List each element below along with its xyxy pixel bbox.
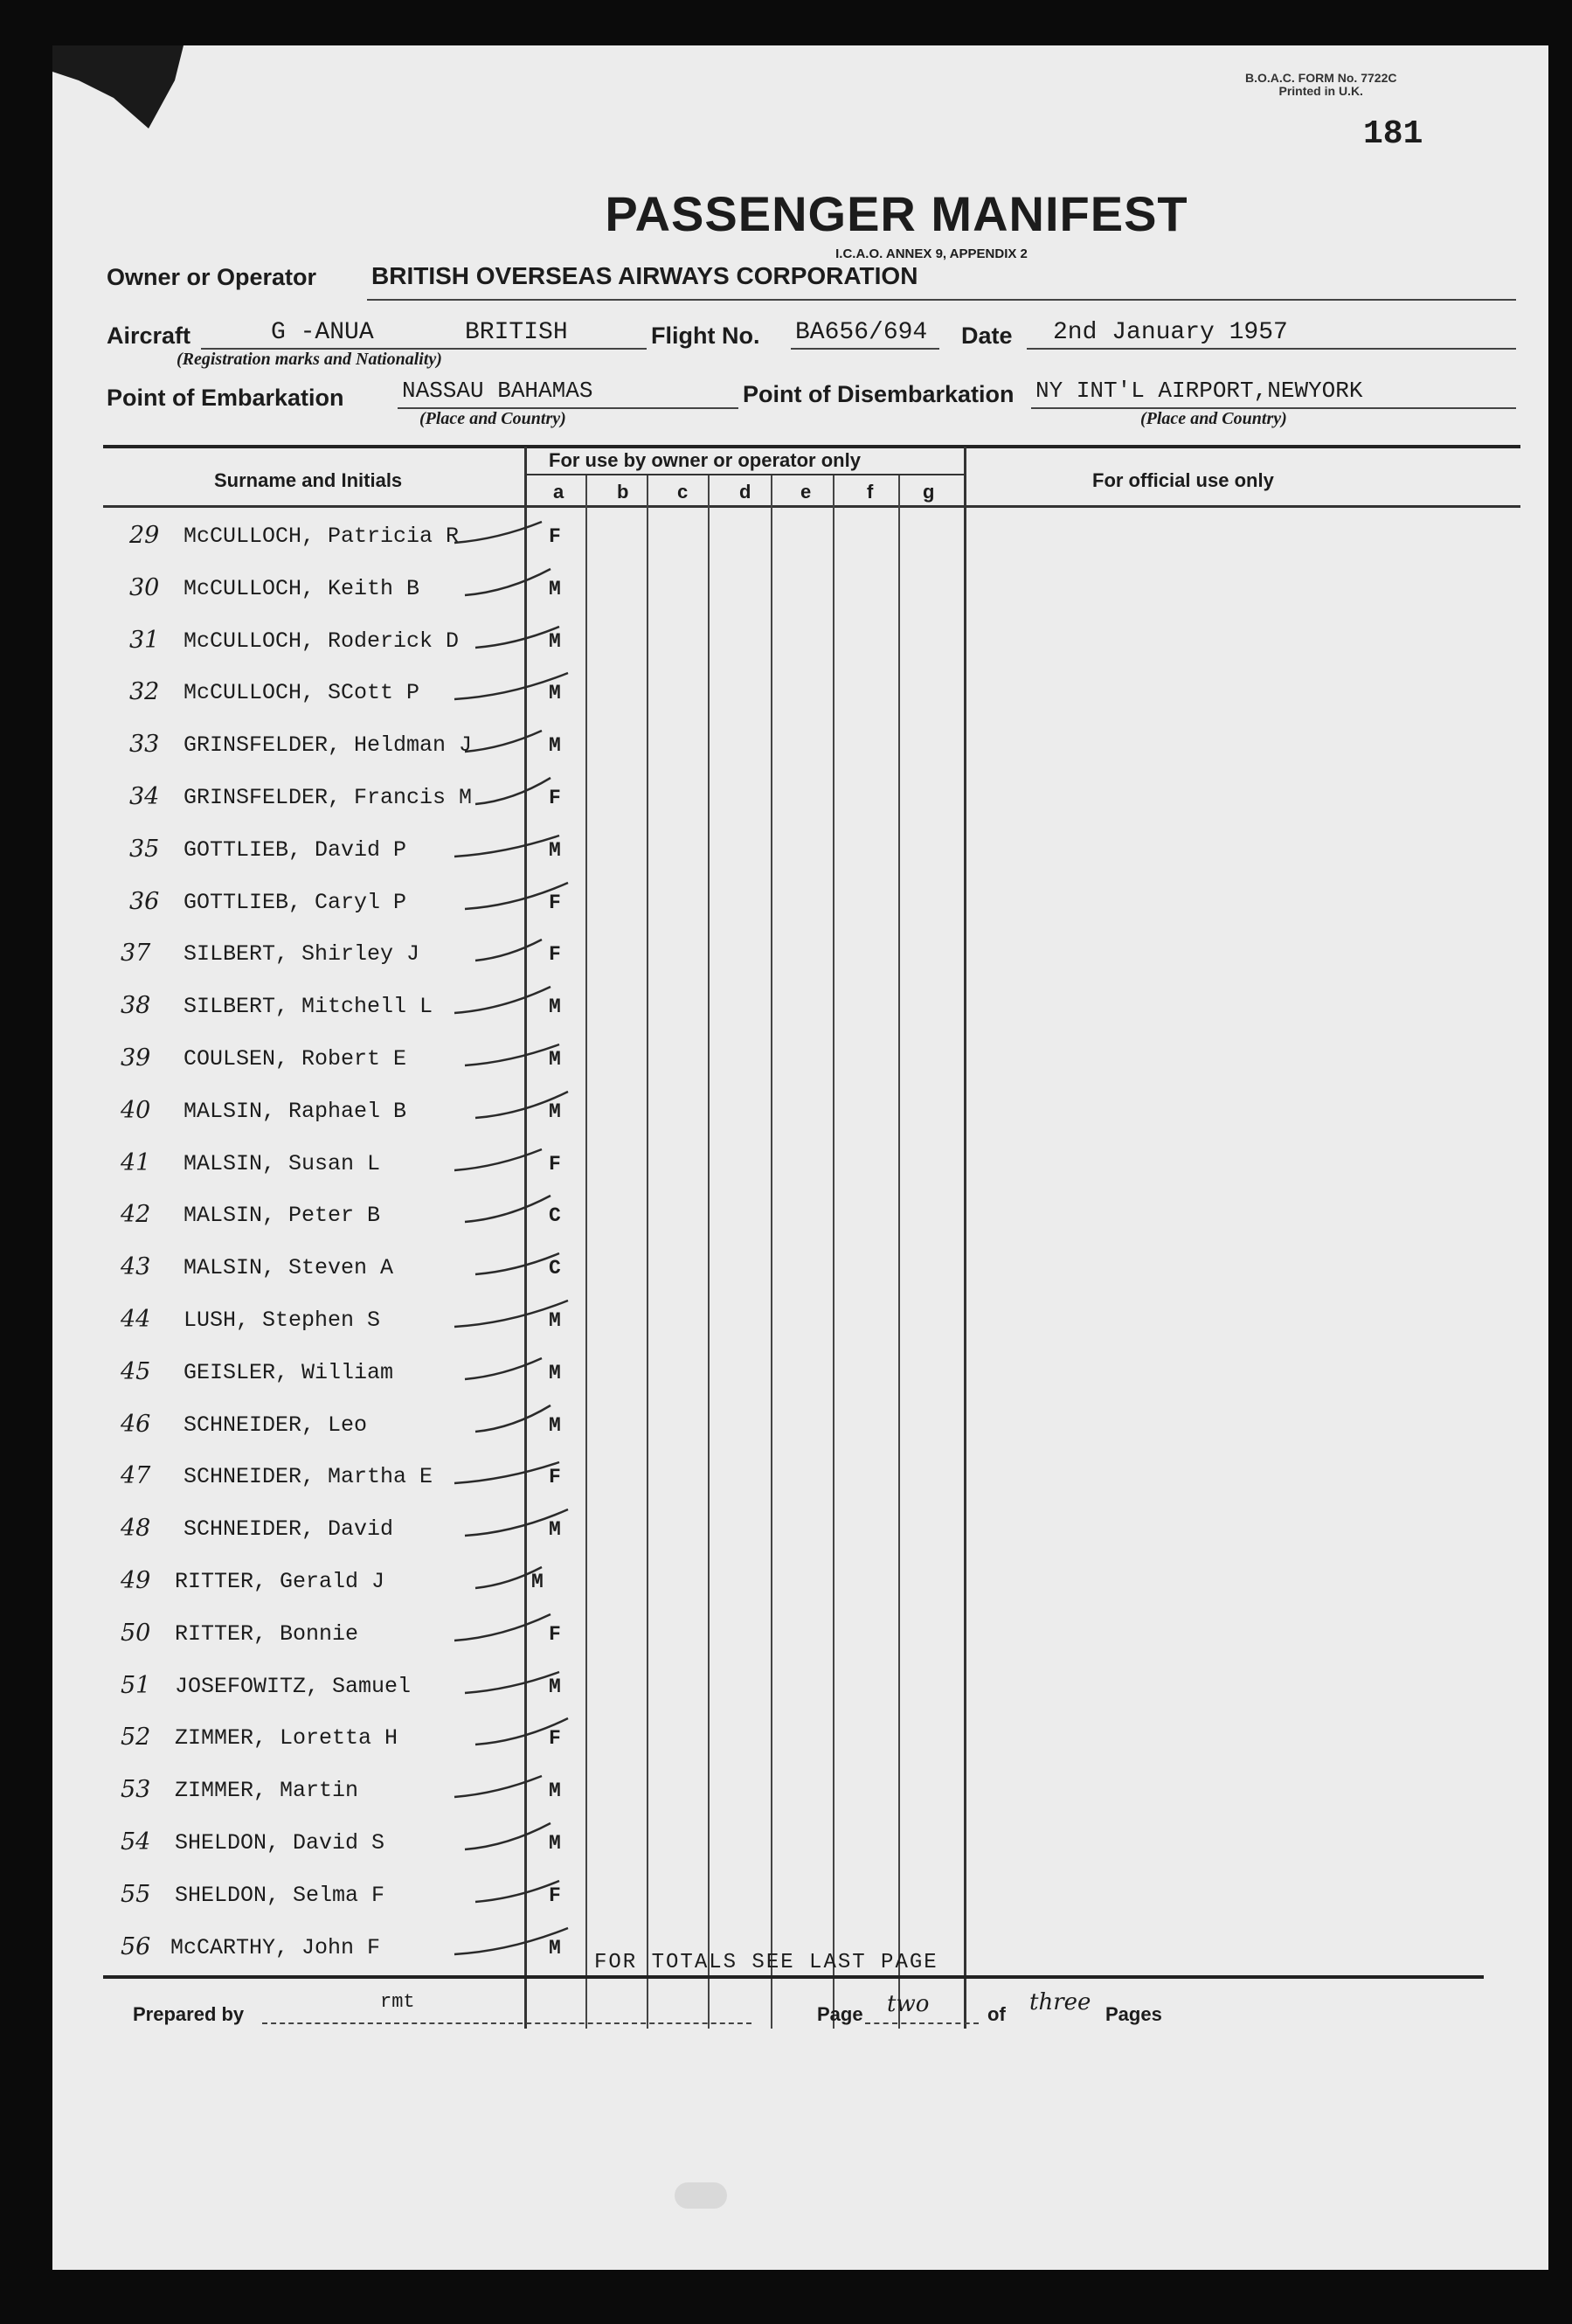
row-number: 40 (121, 1097, 151, 1124)
col-a-code: M (549, 1832, 561, 1855)
pen-tick-mark (465, 569, 551, 595)
passenger-name: McCULLOCH, Patricia R (184, 524, 460, 549)
row-number: 37 (121, 940, 151, 967)
row-number: 44 (121, 1306, 151, 1333)
prepared-by-label: Prepared by (133, 2003, 245, 2025)
disembarkation-note: (Place and Country) (1140, 409, 1287, 428)
passenger-name: McCULLOCH, Roderick D (184, 628, 460, 654)
owner-label: Owner or Operator (107, 264, 317, 290)
col-a-code: M (549, 1048, 561, 1071)
aircraft-label: Aircraft (107, 323, 191, 349)
aircraft-note: (Registration marks and Nationality) (177, 350, 442, 369)
sub-col-a: a (553, 481, 564, 503)
col-a-code: M (549, 630, 561, 653)
col-a-code: M (549, 996, 561, 1018)
pen-tick-mark (454, 1149, 542, 1170)
row-number: 55 (121, 1881, 151, 1908)
sub-col-d: d (739, 481, 751, 503)
row-number: 43 (121, 1253, 151, 1280)
pen-tick-mark (475, 1881, 559, 1902)
passenger-name: MALSIN, Steven A (184, 1255, 394, 1280)
sub-col-g: g (923, 481, 935, 503)
row-number: 52 (121, 1724, 151, 1751)
col-names-header: Surname and Initials (214, 469, 403, 491)
row-number: 29 (129, 522, 160, 549)
row-number: 48 (121, 1515, 151, 1542)
passenger-name: RITTER, Bonnie (175, 1621, 359, 1647)
col-a-code: F (549, 1623, 561, 1646)
col-a-code: C (549, 1204, 561, 1227)
pen-tick-mark (475, 940, 542, 961)
row-number: 39 (121, 1044, 151, 1072)
passenger-name: GEISLER, William (184, 1360, 394, 1385)
totals-note: FOR TOTALS SEE LAST PAGE (594, 1951, 938, 1974)
row-number: 36 (129, 888, 160, 915)
sub-col-b: b (617, 481, 629, 503)
pen-tick-mark (454, 987, 551, 1013)
passenger-name: LUSH, Stephen S (184, 1308, 381, 1333)
sub-col-e: e (800, 481, 812, 503)
tick-marks (52, 45, 1548, 2056)
row-number: 50 (121, 1620, 151, 1647)
col-a-code: M (549, 578, 561, 600)
col-a-code: F (549, 891, 561, 914)
col-a-code: M (549, 1779, 561, 1802)
row-number: 32 (129, 678, 160, 705)
pen-tick-mark (465, 731, 542, 752)
row-number: 34 (129, 783, 160, 810)
sub-col-c: c (677, 481, 689, 503)
pen-tick-mark (475, 778, 551, 804)
col-a-code: M (549, 1518, 561, 1541)
embarkation-note: (Place and Country) (419, 409, 566, 428)
col-a-code: M (549, 1937, 561, 1960)
row-number: 56 (121, 1933, 151, 1960)
sub-col-f: f (867, 481, 874, 503)
pen-tick-mark (454, 522, 542, 543)
row-number: 47 (121, 1462, 151, 1489)
col-a-code: M (531, 1571, 544, 1593)
pen-tick-mark (454, 673, 568, 699)
of-label: of (987, 2003, 1006, 2025)
row-number: 41 (121, 1149, 151, 1176)
passenger-name: McCARTHY, John F (170, 1935, 381, 1960)
disembarkation-value: NY INT'L AIRPORT,NEWYORK (1035, 378, 1363, 404)
col-a-code: F (549, 525, 561, 548)
passenger-name: MALSIN, Susan L (184, 1151, 381, 1176)
table-bottom-rule (103, 1975, 1484, 1979)
passenger-name: MALSIN, Raphael B (184, 1099, 407, 1124)
passenger-name: SCHNEIDER, Leo (184, 1412, 368, 1438)
page-underline (865, 2022, 979, 2024)
page-subtitle: I.C.A.O. ANNEX 9, APPENDIX 2 (835, 246, 1028, 261)
stain (675, 2182, 727, 2209)
pen-tick-mark (465, 883, 568, 909)
pen-tick-mark (454, 1776, 542, 1797)
col-a-code: M (549, 682, 561, 704)
col-a-code: M (549, 1309, 561, 1332)
passenger-name: SCHNEIDER, David (184, 1516, 394, 1542)
passenger-name: SILBERT, Mitchell L (184, 994, 433, 1019)
col-a-code: M (549, 1414, 561, 1437)
col-a-code: F (549, 1884, 561, 1907)
pen-tick-mark (475, 1405, 551, 1432)
col-a-code: M (549, 839, 561, 862)
pen-tick-mark (465, 1044, 559, 1065)
prepared-by-underline (262, 2022, 751, 2024)
col-official-header: For official use only (1092, 469, 1274, 491)
embarkation-label: Point of Embarkation (107, 385, 344, 411)
pen-tick-mark (465, 1672, 559, 1693)
passenger-name: SILBERT, Shirley J (184, 941, 420, 967)
prepared-by-value: rmt (380, 1991, 415, 2013)
row-number: 38 (121, 992, 151, 1019)
passenger-name: ZIMMER, Loretta H (175, 1725, 398, 1751)
flight-label: Flight No. (651, 323, 760, 349)
owner-value: BRITISH OVERSEAS AIRWAYS CORPORATION (371, 262, 918, 289)
of-value: three (1029, 1989, 1091, 2015)
col-owner-use-header: For use by owner or operator only (549, 449, 861, 471)
pen-tick-mark (465, 1509, 568, 1536)
passenger-name: GOTTLIEB, Caryl P (184, 890, 407, 915)
passenger-name: RITTER, Gerald J (175, 1569, 385, 1594)
pen-tick-mark (475, 1718, 568, 1745)
row-number: 30 (129, 574, 160, 601)
passenger-name: COULSEN, Robert E (184, 1046, 407, 1072)
pen-tick-mark (454, 1301, 568, 1327)
pen-tick-mark (465, 1196, 551, 1222)
aircraft-nationality: BRITISH (465, 319, 568, 346)
pen-tick-mark (475, 1567, 542, 1588)
col-a-code: M (549, 1675, 561, 1698)
pen-tick-mark (475, 627, 559, 648)
row-number: 45 (121, 1358, 151, 1385)
passenger-name: SHELDON, Selma F (175, 1883, 385, 1908)
passenger-name: SHELDON, David S (175, 1830, 385, 1856)
col-a-code: M (549, 1100, 561, 1123)
passenger-name: GRINSFELDER, Francis M (184, 785, 473, 810)
col-a-code: F (549, 1153, 561, 1176)
passenger-name: McCULLOCH, Keith B (184, 576, 420, 601)
row-number: 46 (121, 1411, 151, 1438)
page-number: 181 (1363, 115, 1423, 153)
disembarkation-label: Point of Disembarkation (743, 381, 1015, 407)
passenger-name: GOTTLIEB, David P (184, 837, 407, 863)
row-number: 35 (129, 836, 160, 863)
page-value: two (887, 1991, 930, 2017)
col-a-code: C (549, 1257, 561, 1280)
col-a-code: F (549, 943, 561, 966)
pen-tick-mark (475, 1253, 559, 1274)
row-number: 51 (121, 1672, 151, 1699)
pen-tick-mark (454, 1462, 559, 1483)
date-label: Date (961, 323, 1013, 349)
pen-tick-mark (454, 1614, 551, 1641)
col-a-code: M (549, 1362, 561, 1384)
pen-tick-mark (454, 1928, 568, 1954)
aircraft-reg: G -ANUA (271, 319, 374, 346)
passenger-name: JOSEFOWITZ, Samuel (175, 1674, 412, 1699)
date-value: 2nd January 1957 (1053, 319, 1288, 346)
pages-label: Pages (1105, 2003, 1162, 2025)
col-a-code: F (549, 1727, 561, 1750)
passenger-name: MALSIN, Peter B (184, 1203, 381, 1228)
passenger-name: McCULLOCH, SCott P (184, 680, 420, 705)
pen-tick-mark (465, 1358, 542, 1379)
col-a-code: F (549, 787, 561, 809)
page-label: Page (817, 2003, 863, 2025)
pen-tick-mark (454, 836, 559, 857)
embarkation-value: NASSAU BAHAMAS (402, 378, 593, 404)
row-number: 31 (129, 627, 160, 654)
col-a-code: M (549, 734, 561, 757)
row-number: 49 (121, 1567, 151, 1594)
row-number: 42 (121, 1201, 151, 1228)
passenger-name: SCHNEIDER, Martha E (184, 1464, 433, 1489)
row-number: 53 (121, 1776, 151, 1803)
form-code: B.O.A.C. FORM No. 7722C Printed in U.K. (1245, 71, 1397, 98)
manifest-page (52, 45, 1548, 2270)
row-number: 54 (121, 1828, 151, 1856)
flight-value: BA656/694 (795, 319, 928, 346)
pen-tick-mark (465, 1823, 551, 1849)
pen-tick-mark (475, 1092, 568, 1118)
page-title: PASSENGER MANIFEST (605, 186, 1188, 241)
row-number: 33 (129, 731, 160, 758)
passenger-name: ZIMMER, Martin (175, 1778, 359, 1803)
col-a-code: F (549, 1466, 561, 1488)
passenger-name: GRINSFELDER, Heldman J (184, 732, 473, 758)
